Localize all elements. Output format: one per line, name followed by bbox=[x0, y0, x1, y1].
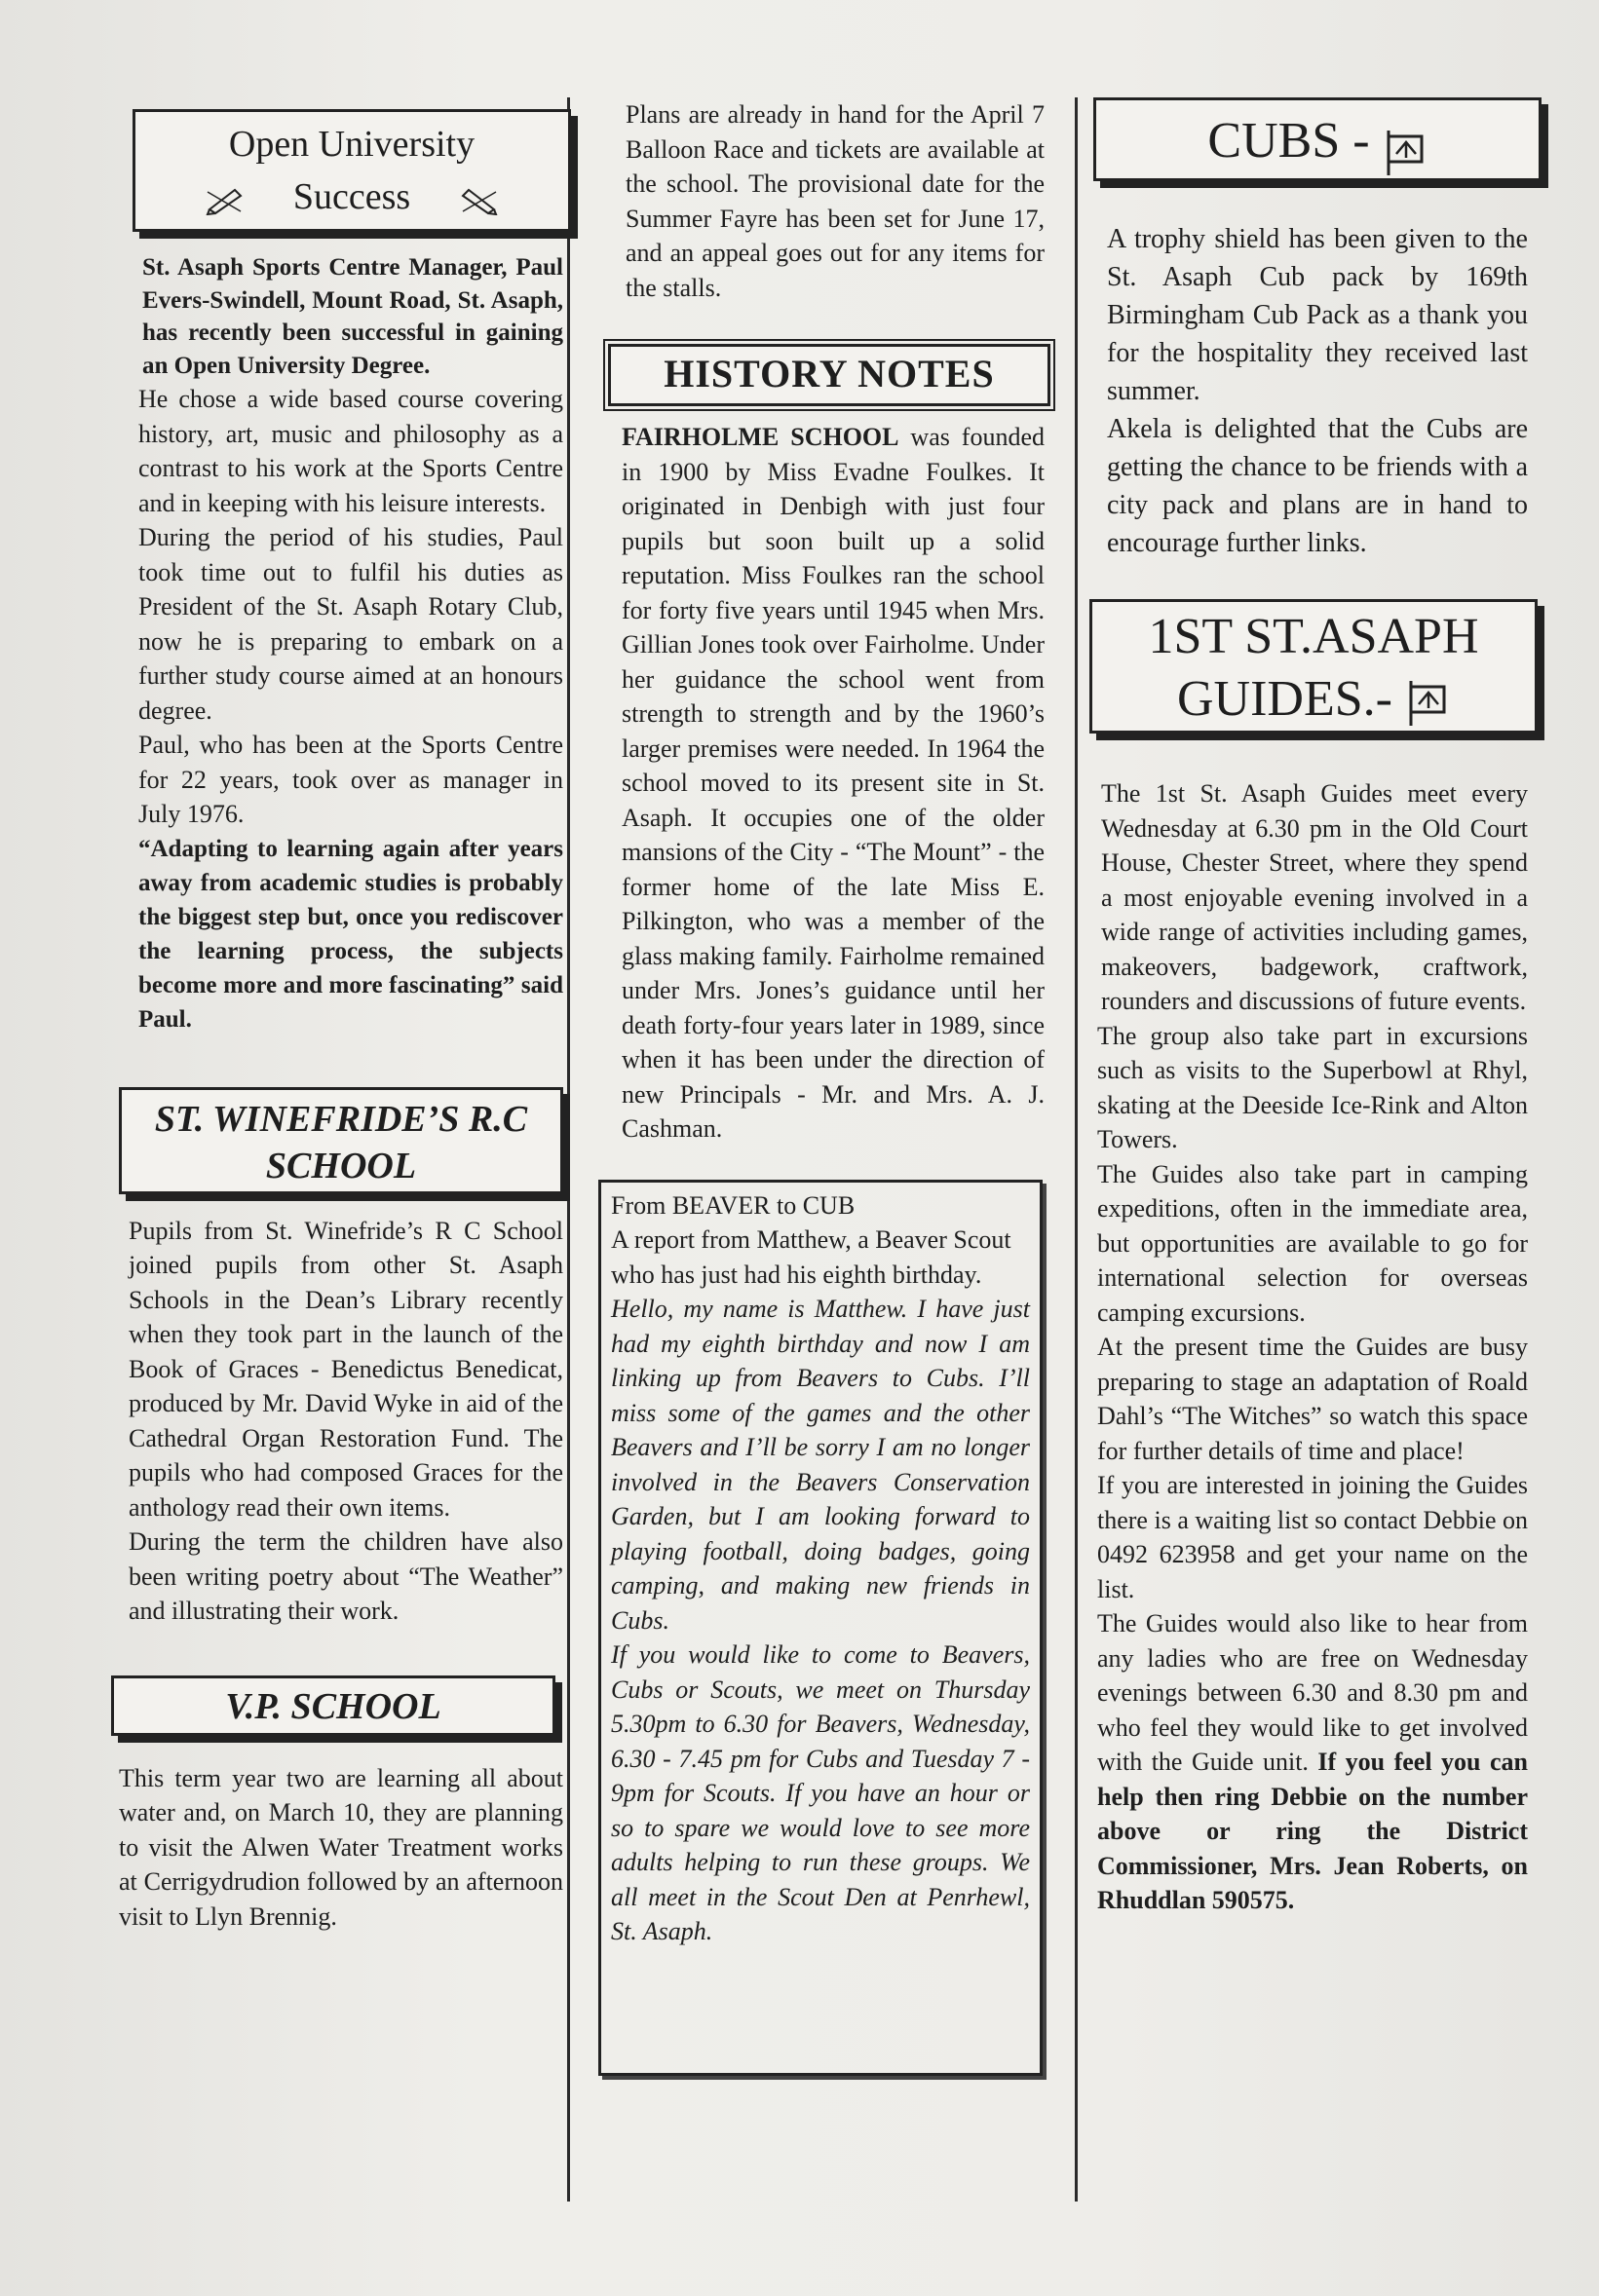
beaver-to-cub-title: From BEAVER to CUB bbox=[611, 1190, 856, 1220]
vp-school-paragraph-1: This term year two are learning all about water and, on March 10, they are planning to visit the Alwen Water Treatment works at Cerrigydrudion followed by an afternoon visit to Llyn Brennig. bbox=[119, 1763, 563, 1931]
st-winefride-heading bbox=[119, 1087, 563, 1194]
pen-icon bbox=[459, 184, 498, 215]
guides-title-line2-row bbox=[1092, 668, 1535, 731]
guides-title-line2: GUIDES.- bbox=[1177, 671, 1405, 727]
guides-paragraph-3: The Guides also take part in camping expeditions, often in the immediate area, but opportunities are available to go for international selection for overseas camping excursions. bbox=[1097, 1159, 1528, 1327]
open-university-paragraph-2: During the period of his studies, Paul took time out to fulfil his duties as President of the St. Asaph Rotary Club, now he is preparing to embark on a further study course aimed at an honours degree. bbox=[138, 523, 563, 725]
cubs-paragraph-1: A trophy shield has been given to the St. Asaph Cub pack by 169th Birmingham Cub Pack as a thank you for the hospitality they received last summer. bbox=[1107, 224, 1528, 406]
guides-heading bbox=[1089, 599, 1538, 734]
guides-paragraph-6-text: The Guides would also like to hear from any ladies who are free on Wednesday evenings between 6.30 and 8.30 pm and who feel they would like to get involved with the Guide unit. bbox=[1097, 1609, 1528, 1776]
history-notes-lead: FAIRHOLME SCHOOL bbox=[622, 423, 899, 451]
pen-icon bbox=[206, 184, 245, 215]
history-notes-body: was founded in 1900 by Miss Evadne Foulkes. It originated in Denbigh with just four pupils but soon built up a solid reputation. Miss Foulkes ran the school for forty five years until 1945 when Mrs. Gillian Jones took over Fairholme. Under her guidance the school went from strength to strength and by the 1960’s larger premises were needed. In 1964 the school moved to its present site in St. Asaph. It occupies one of the older mansions of the City - “The Mount” - the former home of the late Miss E. Pilkington, who was a member of the glass making family. Fairholme remained under Mrs. Jones’s guidance until her death forty-four years later in 1989, since when it has been under the direction of new Principals - Mr. and Mrs. A. J. Cashman. bbox=[622, 423, 1045, 1143]
guides-paragraph-6-bold: If you feel you can help then ring Debbie on the number above or ring the District Commissioner, Mrs. Jean Roberts, on Rhuddlan 590575. bbox=[1097, 1748, 1528, 1914]
open-university-quote: “Adapting to learning again after years away from academic studies is probably the biggest step but, once you rediscover the learning process, the subjects become more and more fascinating” said Paul. bbox=[138, 835, 563, 1033]
history-notes-heading bbox=[608, 344, 1050, 406]
st-winefride-title-line2: SCHOOL bbox=[265, 1145, 417, 1186]
guides-paragraph-1: The 1st St. Asaph Guides meet every Wednesday at 6.30 pm in the Old Court House, Chester Street, where they spend a most enjoyable evening involved in a wide range of activities including games, makeovers, badgework, craftwork, rounders and discussions of future events. bbox=[1101, 779, 1528, 1015]
cubs-title: CUBS - bbox=[1207, 113, 1383, 169]
vp-school-heading bbox=[111, 1675, 555, 1736]
guides-paragraph-6 bbox=[1097, 1606, 1528, 1918]
guides-paragraph-2: The group also take part in excursions such as visits to the Superbowl at Rhyl, skating at the Deeside Ice-Rink and Alton Towers. bbox=[1097, 1021, 1528, 1153]
open-university-paragraph-3: Paul, who has been at the Sports Centre for 22 years, took over as manager in July 1976. bbox=[138, 731, 563, 828]
open-university-intro: St. Asaph Sports Centre Manager, Paul Evers-Swindell, Mount Road, St. Asaph, has recently been successful in gaining an Open University Degree. bbox=[142, 254, 563, 379]
beaver-to-cub-paragraph-1: Hello, my name is Matthew. I have just had my eighth birthday and now I am linking up from Beavers to Cubs. I’ll miss some of the games and the other Beavers and I’ll be sorry I am no longer involved in the Beavers Conservation Garden, but I am looking forward to playing football, doing badges, going camping, and making new friends in Cubs. bbox=[611, 1295, 1030, 1635]
scout-flag-icon bbox=[1383, 129, 1428, 177]
beaver-to-cub-paragraph-2: If you would like to come to Beavers, Cubs or Scouts, we meet on Thursday 5.30pm to 6.30 for Beavers, Wednesday, 6.30 - 7.45 pm for Cubs and Tuesday 7 - 9pm for Scouts. If you have an hour or so to spare we would love to see more adults helping to run these groups. We all meet in the Scout Den at Penrhewl, St. Asaph. bbox=[611, 1640, 1030, 1945]
column-divider-right bbox=[1075, 97, 1078, 2202]
right-column bbox=[1097, 97, 1528, 1918]
cubs-heading bbox=[1093, 97, 1542, 181]
open-university-title-line1: Open University bbox=[228, 124, 476, 165]
scout-flag-icon bbox=[1405, 679, 1450, 728]
st-winefride-title-line1: ST. WINEFRIDE’S R.C bbox=[154, 1098, 528, 1140]
st-winefride-paragraph-1: Pupils from St. Winefride’s R C School joined pupils from other St. Asaph Schools in the Dean’s Library recently when they took part in the launch of the Book of Graces - Benedictus Benedicat, produced by Mr. David Wyke in aid of the Cathedral Organ Restoration Fund. The pupils who had composed Graces for the anthology read their own items. bbox=[129, 1216, 563, 1522]
open-university-title-line2-row bbox=[135, 170, 568, 223]
open-university-heading bbox=[133, 109, 571, 232]
open-university-title-line2: Success bbox=[292, 176, 411, 217]
guides-paragraph-5: If you are interested in joining the Guides there is a waiting list so contact Debbie on 0492 623958 and get your name on the list. bbox=[1097, 1471, 1528, 1603]
beaver-to-cub-box bbox=[598, 1180, 1043, 2076]
beaver-to-cub-intro: A report from Matthew, a Beaver Scout who has just had his eighth birthday. bbox=[611, 1225, 1011, 1289]
open-university-paragraph-1: He chose a wide based course covering history, art, music and philosophy as a contrast to his work at the Sports Centre and in keeping with his leisure interests. bbox=[138, 385, 563, 517]
history-notes-title: HISTORY NOTES bbox=[664, 352, 995, 395]
cubs-paragraph-2: Akela is delighted that the Cubs are getting the chance to be friends with a city pack and plans are in hand to encourage further links. bbox=[1107, 414, 1528, 558]
guides-paragraph-4: At the present time the Guides are busy preparing to stage an adaptation of Roald Dahl’s “The Witches” so watch this space for further details of time and place! bbox=[1097, 1333, 1528, 1465]
guides-title-line1: 1ST ST.ASAPH bbox=[1148, 609, 1479, 664]
vp-school-title: V.P. SCHOOL bbox=[225, 1685, 441, 1727]
middle-top-paragraph: Plans are already in hand for the April 7 Balloon Race and tickets are available at the school. The provisional date for the Summer Fayre has been set for June 17, and an appeal goes out for any items for the stalls. bbox=[626, 100, 1045, 302]
st-winefride-paragraph-2: During the term the children have also been writing poetry about “The Weather” and illustrating their work. bbox=[129, 1527, 563, 1625]
left-column bbox=[119, 109, 563, 1934]
column-divider-left bbox=[567, 97, 570, 2202]
history-notes-paragraph bbox=[614, 420, 1045, 1147]
middle-column bbox=[611, 97, 1045, 2076]
